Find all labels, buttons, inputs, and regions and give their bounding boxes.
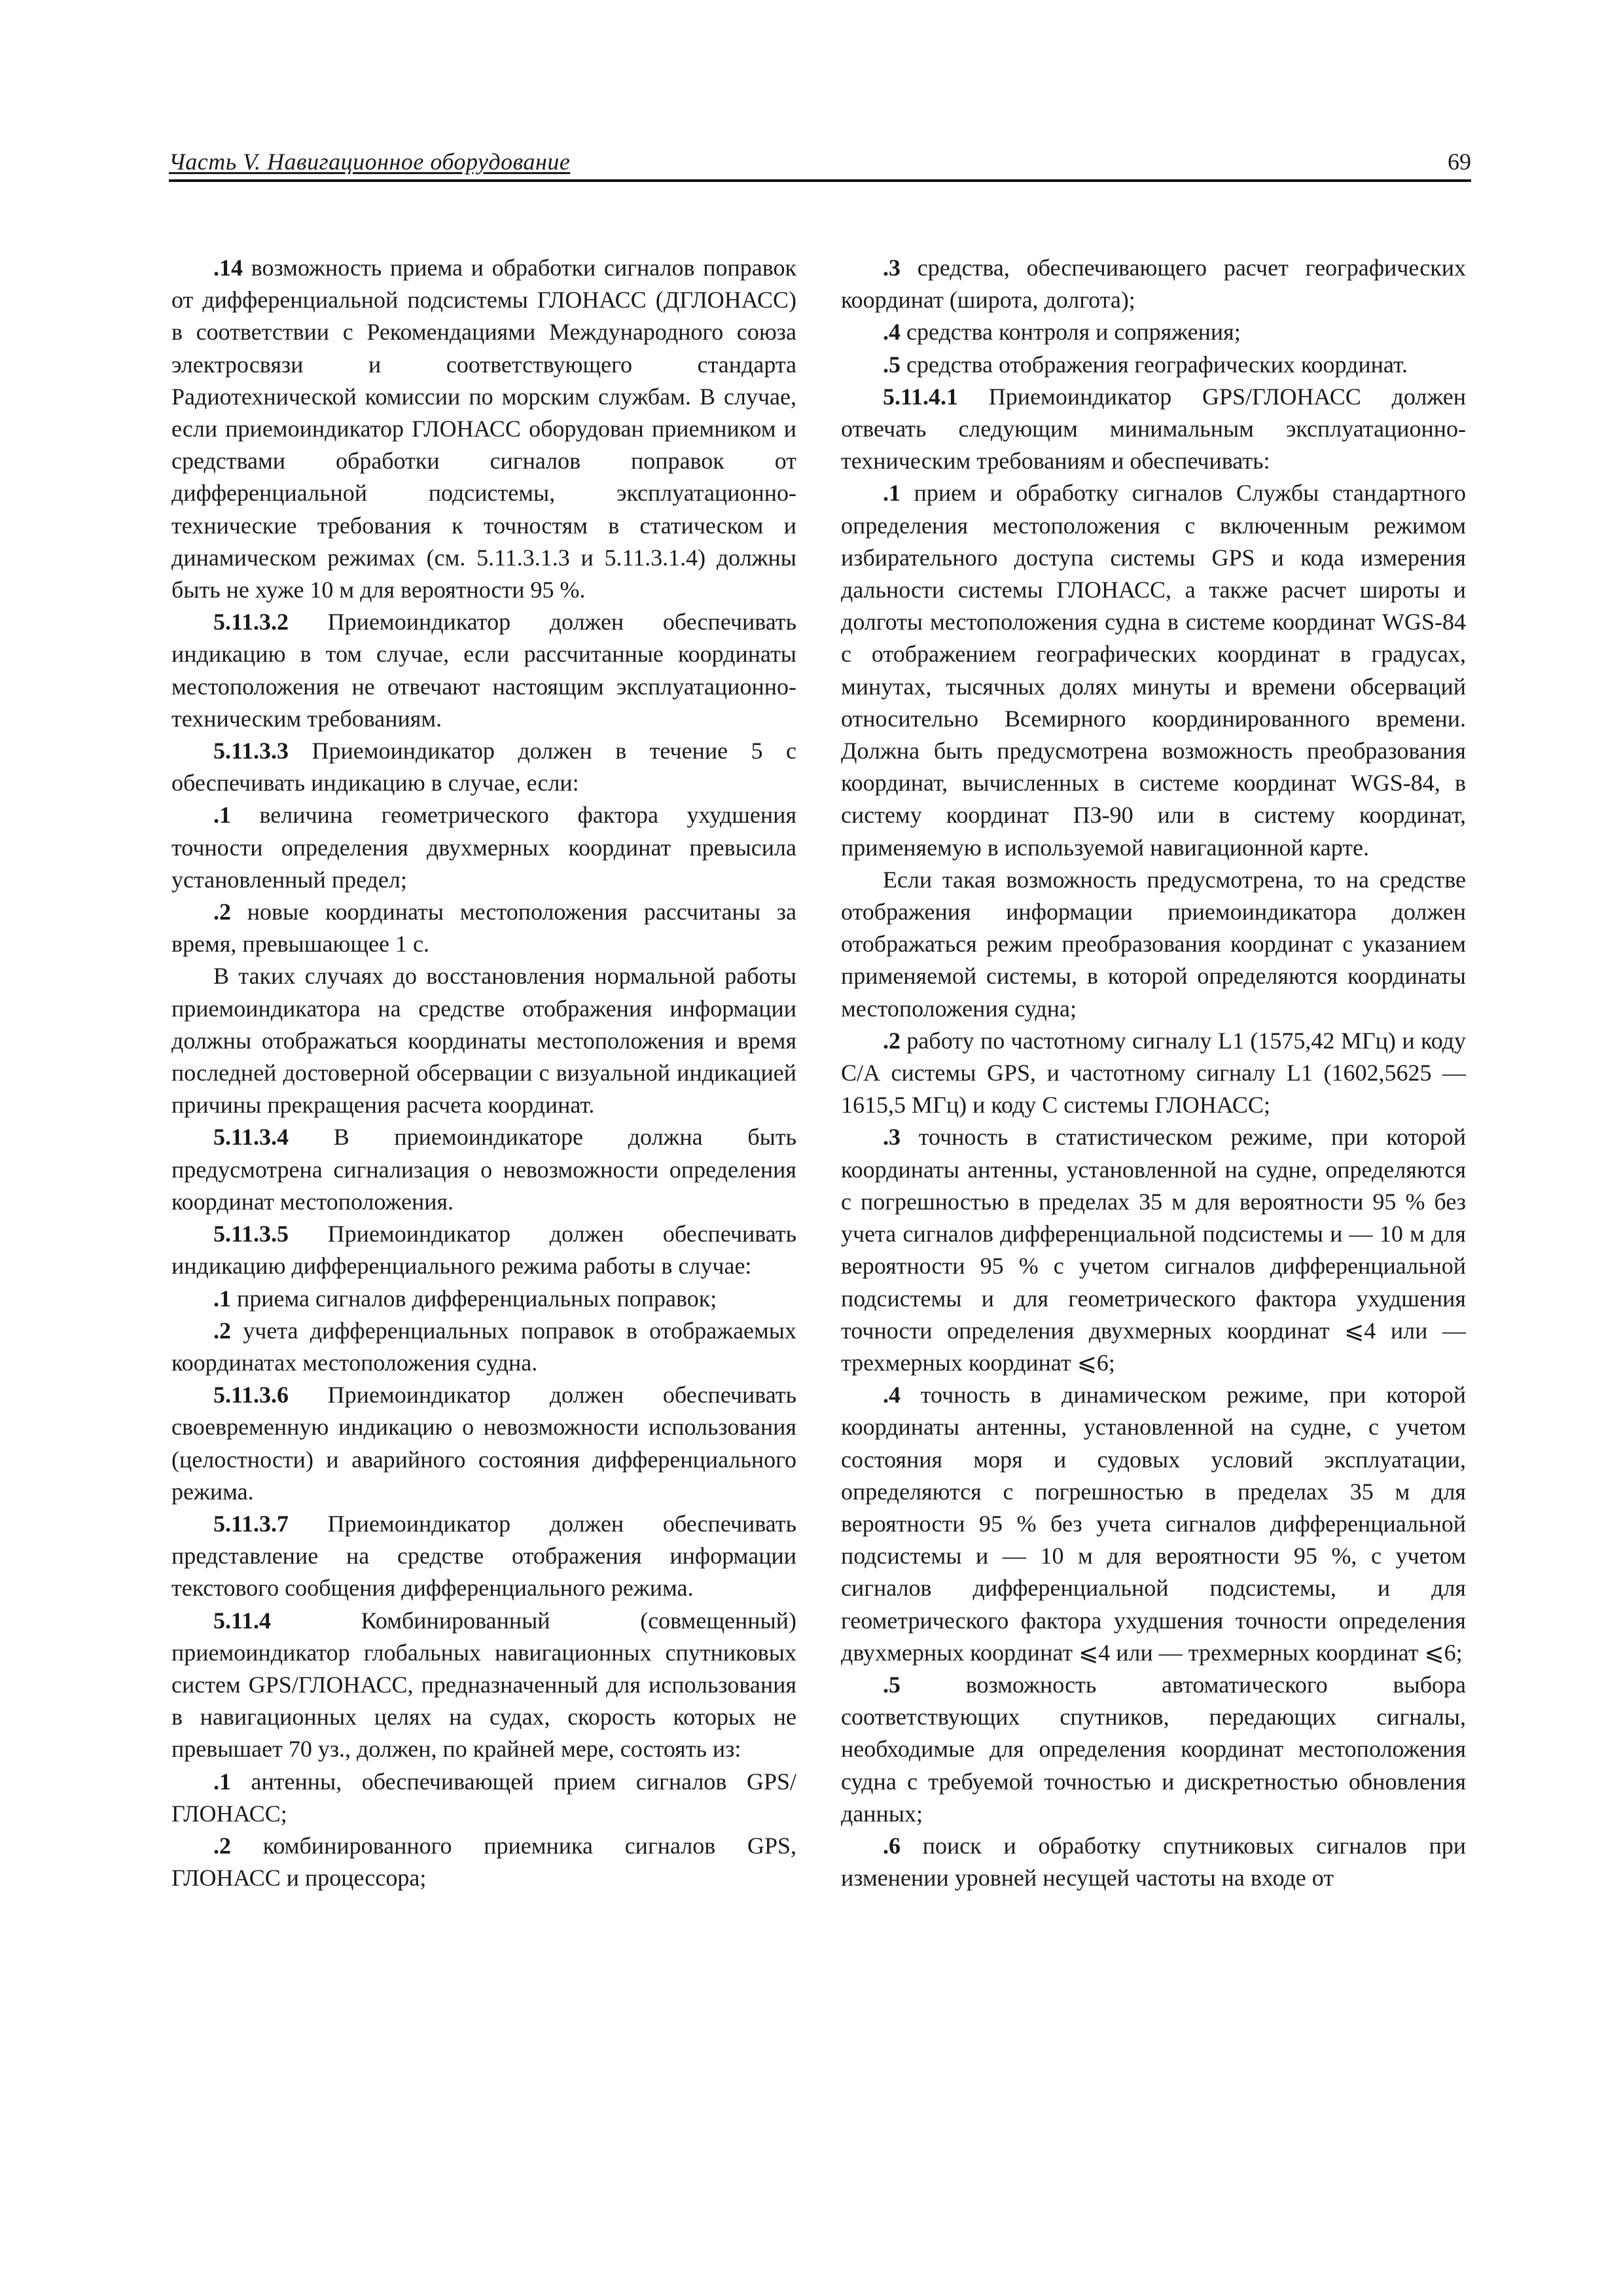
paragraph (841, 1379, 1466, 1669)
paragraph-text: Приемоиндикатор должен в течение 5 с обеспечивать индикацию в случае, если: (171, 738, 796, 797)
paragraph-text: антенны, обеспечивающей прием сигналов GPS/ГЛОНАСС; (171, 1768, 796, 1827)
paragraph-text: Приемоиндикатор должен обеспечивать представление на средстве отображения информации текстового сообщения дифференциального режима. (171, 1510, 796, 1602)
paragraph-text: средства контроля и сопряжения; (901, 319, 1241, 346)
clause-number: .2 (213, 1317, 231, 1344)
paragraph (841, 316, 1466, 348)
paragraph (841, 381, 1466, 478)
running-header (169, 143, 1471, 182)
paragraph-text: Приемоиндикатор должен обеспечивать своевременную индикацию о невозможности использования (целостности) и аварийного состояния дифференциального режима. (171, 1382, 796, 1505)
clause-number: .6 (883, 1832, 901, 1859)
clause-number: 5.11.3.2 (213, 609, 289, 636)
clause-number: .5 (883, 1671, 901, 1698)
clause-number: .4 (883, 1382, 901, 1408)
paragraph-text: В приемоиндикаторе должна быть предусмотрена сигнализация о невозможности определения координат местоположения. (171, 1124, 796, 1215)
clause-number: .2 (213, 899, 231, 925)
clause-number: 5.11.3.3 (213, 738, 289, 764)
header-title: Часть V. Навигационное оборудование (169, 149, 571, 175)
paragraph (841, 1830, 1466, 1894)
paragraph-text: комбинированного приемника сигналов GPS, ГЛОНАСС и процессора; (171, 1832, 796, 1892)
clause-number: 5.11.3.7 (213, 1510, 289, 1537)
clause-number: .1 (883, 480, 901, 507)
paragraph (841, 477, 1466, 863)
paragraph (841, 1025, 1466, 1122)
clause-number: .1 (213, 802, 231, 829)
clause-number: 5.11.3.6 (213, 1382, 289, 1408)
clause-number: .2 (213, 1832, 231, 1859)
clause-number: .2 (883, 1027, 901, 1054)
page-number: 69 (1448, 149, 1471, 175)
paragraph (171, 1766, 796, 1830)
paragraph-text: Приемоиндикатор GPS/ГЛОНАСС должен отвечать следующим минимальным эксплуатационно-техническим требованиям и обеспечивать: (841, 383, 1466, 475)
clause-number: 5.11.4.1 (883, 383, 959, 410)
paragraph (171, 1830, 796, 1894)
paragraph (171, 1121, 796, 1218)
clause-number: .1 (213, 1285, 231, 1312)
paragraph (171, 1283, 796, 1315)
paragraph (171, 1218, 796, 1282)
paragraph (171, 1605, 796, 1766)
paragraph (171, 799, 796, 896)
clause-number: .3 (883, 255, 901, 281)
clause-number: .1 (213, 1768, 231, 1795)
paragraph-text: точность в статистическом режиме, при которой координаты антенны, установленной на судне, определяются с погрешностью в пределах 35 м для вероятности 95 % без учета сигналов дифференциальной подсистемы и — 10 м для вероятности 95 % с учетом сигналов дифференциальной подсистемы и для геометрического фактора ухудшения точности определения двухмерных координат ⩽4 или — трехмерных координат ⩽6; (841, 1124, 1466, 1376)
paragraph-text: Если такая возможность предусмотрена, то на средстве отображения информации приемоиндикатора должен отображаться режим преобразования координат с указанием применяемой системы, в которой определяются координаты местоположения судна; (841, 866, 1466, 1022)
paragraph (171, 1508, 796, 1605)
paragraph (171, 606, 796, 735)
paragraph-text: возможность автоматического выбора соответствующих спутников, передающих сигналы, необходимые для определения координат местоположения судна с требуемой точностью и дискретностью обновления данных; (841, 1671, 1466, 1827)
left-column (171, 252, 796, 1894)
paragraph-text: возможность приема и обработки сигналов поправок от дифференциальной подсистемы ГЛОНАСС (ДГЛОНАСС) в соответствии с Рекомендациями Международного союза электросвязи и соответствующего стандарта Радиотехнической комиссии по морским службам. В случае, если приемоиндикатор ГЛОНАСС оборудован приемником и средствами обработки сигналов поправок от дифференциальной подсистемы, эксплуатационно-технические требования к точностям в статическом и динамическом режимах (см. 5.11.3.1.3 и 5.11.3.1.4) должны быть не хуже 10 м для вероятности 95 %. (171, 255, 796, 603)
paragraph-text: Приемоиндикатор должен обеспечивать индикацию дифференциального режима работы в случае: (171, 1221, 796, 1280)
paragraph-text: прием и обработку сигналов Службы стандартного определения местоположения с включенным режимом избирательного доступа системы GPS и кода измерения дальности системы ГЛОНАСС, а также расчет широты и долготы местоположения судна в системе координат WGS-84 с отображением географических координат в градусах, минутах, тысячных долях минуты и времени обсерваций относительно Всемирного координированного времени. Должна быть предусмотрена возможность преобразования координат, вычисленных в системе координат WGS-84, в систему координат ПЗ-90 или в систему координат, применяемую в используемой навигационной карте. (841, 480, 1466, 861)
paragraph (841, 864, 1466, 1025)
paragraph-text: новые координаты местоположения рассчитаны за время, превышающее 1 с. (171, 899, 796, 958)
clause-number: .4 (883, 319, 901, 346)
paragraph-text: средства, обеспечивающего расчет географических координат (широта, долгота); (841, 255, 1466, 314)
paragraph (171, 1315, 796, 1379)
clause-number: 5.11.3.5 (213, 1221, 289, 1247)
paragraph-text: средства отображения географических координат. (901, 351, 1408, 378)
clause-number: .14 (213, 255, 243, 281)
paragraph (171, 1379, 796, 1508)
paragraph (171, 896, 796, 960)
paragraph-text: точность в динамическом режиме, при которой координаты антенны, установленной на судне, с учетом состояния моря и судовых условий эксплуатации, определяются с погрешностью в пределах 35 м для вероятности 95 % без учета сигналов дифференциальной подсистемы и — 10 м для вероятности 95 %, с учетом сигналов дифференциальной подсистемы, и для геометрического фактора ухудшения точности определения двухмерных координат ⩽4 или — трехмерных координат ⩽6; (841, 1382, 1466, 1666)
paragraph-text: величина геометрического фактора ухудшения точности определения двухмерных координат превысила установленный предел; (171, 802, 796, 893)
paragraph-text: учета дифференциальных поправок в отображаемых координатах местоположения судна. (171, 1317, 796, 1376)
clause-number: .3 (883, 1124, 901, 1151)
paragraph-text: приема сигналов дифференциальных поправок; (231, 1285, 717, 1312)
paragraph (841, 1669, 1466, 1830)
right-column (841, 252, 1466, 1894)
paragraph-text: работу по частотному сигналу L1 (1575,42 МГц) и коду С/А системы GPS, и частотному сигналу L1 (1602,5625 — 1615,5 МГц) и коду С системы ГЛОНАСС; (841, 1027, 1466, 1119)
clause-number: 5.11.3.4 (213, 1124, 289, 1151)
paragraph-text: В таких случаях до восстановления нормальной работы приемоиндикатора на средстве отображения информации должны отображаться координаты местоположения и время последней достоверной обсервации с визуальной индикацией причины прекращения расчета координат. (171, 963, 796, 1119)
paragraph (841, 349, 1466, 381)
paragraph (171, 252, 796, 606)
paragraph-text: поиск и обработку спутниковых сигналов при изменении уровней несущей частоты на входе от (841, 1832, 1466, 1892)
paragraph-text: Приемоиндикатор должен обеспечивать индикацию в том случае, если рассчитанные координаты местоположения не отвечают настоящим эксплуатационно-техническим требованиям. (171, 609, 796, 732)
paragraph (841, 252, 1466, 316)
paragraph (841, 1121, 1466, 1379)
clause-number: .5 (883, 351, 901, 378)
paragraph (171, 735, 796, 799)
paragraph (171, 960, 796, 1121)
paragraph-text: Комбинированный (совмещенный) приемоиндикатор глобальных навигационных спутниковых систем GPS/ГЛОНАСС, предназначенный для использования в навигационных целях на судах, скорость которых не превышает 70 уз., должен, по крайней мере, состоять из: (171, 1607, 796, 1763)
clause-number: 5.11.4 (213, 1607, 272, 1634)
